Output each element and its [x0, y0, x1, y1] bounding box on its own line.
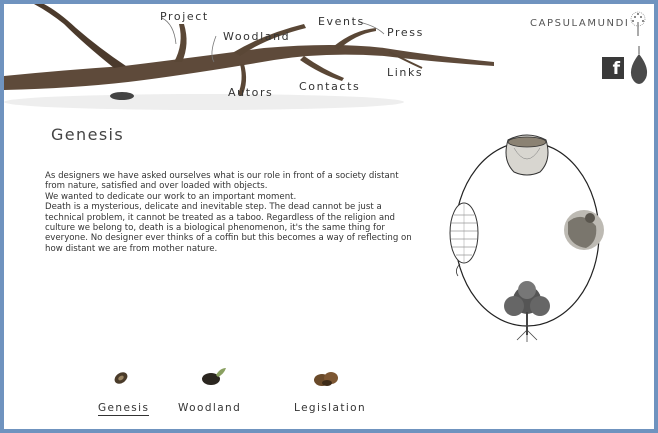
page: [4, 4, 654, 429]
legislation-seeds-icon[interactable]: [312, 369, 340, 389]
seed-capsule-drawing: [506, 135, 548, 175]
life-cycle-illustration: [442, 130, 607, 342]
tree-logo-icon[interactable]: [626, 10, 650, 36]
tab-woodland[interactable]: Woodland: [178, 402, 242, 414]
tab-genesis[interactable]: Genesis: [98, 402, 150, 414]
woodland-sprout-icon[interactable]: [200, 366, 230, 388]
capsule-urn-icon: [628, 46, 650, 84]
intro-paragraph-2: We wanted to dedicate our work to an important moment.: [45, 191, 297, 202]
genesis-seed-icon[interactable]: [111, 369, 131, 387]
tab-legislation[interactable]: Legislation: [294, 402, 367, 414]
tree-drawing: [504, 281, 550, 342]
nav-contacts[interactable]: Contacts: [299, 80, 361, 93]
pod-diagram-drawing: [450, 203, 478, 276]
brand-name[interactable]: CAPSULAMUNDI: [530, 18, 630, 29]
branch-illustration: [4, 4, 514, 119]
nav-links[interactable]: Links: [387, 66, 424, 79]
nav-events[interactable]: Events: [318, 15, 365, 28]
page-title: Genesis: [51, 125, 125, 144]
facebook-icon[interactable]: f: [602, 57, 624, 79]
nav-project[interactable]: Project: [160, 10, 209, 23]
intro-paragraph-1: As designers we have asked ourselves what is our role in front of a society distant from nature, satisfied and over loaded with objects.: [45, 171, 399, 192]
nav-press[interactable]: Press: [387, 26, 424, 39]
nav-autors[interactable]: Autors: [228, 86, 274, 99]
intro-paragraph-3: Death is a mysterious, delicate and inevitable step. The dead cannot be just a technical problem, it cannot be treated as a taboo. Regardless of the religion and culture we belong to, death is a biological phenomenon, it's the same thing for everyone. No designer ever thinks of a coffin but this becomes a way of reflecting on how distant we are from mother nature.: [45, 202, 412, 254]
nav-woodland[interactable]: Woodland: [223, 30, 291, 43]
intro-text: [45, 171, 415, 254]
body-drawing: [564, 210, 604, 250]
